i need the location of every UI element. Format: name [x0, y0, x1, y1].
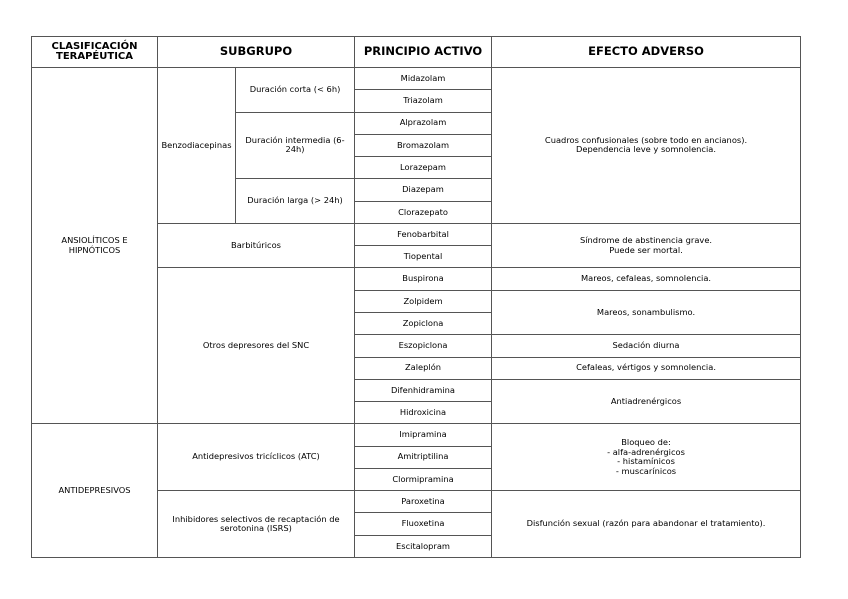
drug-hidroxicina: Hidroxicina — [355, 402, 492, 424]
header-active-ingredient: PRINCIPIO ACTIVO — [355, 37, 492, 68]
table-row — [32, 68, 801, 90]
drug-buspirona: Buspirona — [355, 268, 492, 290]
drug-diazepam: Diazepam — [355, 179, 492, 201]
drug-zopiclona: Zopiclona — [355, 312, 492, 334]
drug-bromazolam: Bromazolam — [355, 134, 492, 156]
class-anxiolytics: ANSIOLÍTICOS E HIPNÓTICOS — [32, 68, 158, 424]
header-adverse-effect: EFECTO ADVERSO — [492, 37, 801, 68]
duration-intermediate: Duración intermedia (6-24h) — [236, 112, 355, 179]
effect-barbiturates — [492, 223, 801, 268]
drug-alprazolam: Alprazolam — [355, 112, 492, 134]
drug-paroxetina: Paroxetina — [355, 491, 492, 513]
table-row — [32, 424, 801, 446]
duration-long: Duración larga (> 24h) — [236, 179, 355, 224]
subgroup-other-depressants: Otros depresores del SNC — [158, 268, 355, 424]
effect-buspirona: Mareos, cefaleas, somnolencia. — [492, 268, 801, 290]
effect-zaleplon: Cefaleas, vértigos y somnolencia. — [492, 357, 801, 379]
drug-difenhidramina: Difenhidramina — [355, 379, 492, 401]
drug-triazolam: Triazolam — [355, 90, 492, 112]
drug-clormipramina: Clormipramina — [355, 468, 492, 490]
effect-benzo-line2: Dependencia leve y somnolencia. — [576, 144, 717, 155]
drug-fenobarbital: Fenobarbital — [355, 223, 492, 245]
effect-tca-line2: - alfa-adrenérgicos — [607, 446, 685, 457]
drug-zaleplon: Zaleplón — [355, 357, 492, 379]
drug-eszopiclona: Eszopiclona — [355, 335, 492, 357]
drug-classification-table — [31, 36, 801, 558]
header-subgroup: SUBGRUPO — [158, 37, 355, 68]
drug-escitalopram: Escitalopram — [355, 535, 492, 557]
effect-tca-line3: - histamínicos — [617, 456, 675, 467]
effect-tca — [492, 424, 801, 491]
drug-fluoxetina: Fluoxetina — [355, 513, 492, 535]
subgroup-barbiturates: Barbitúricos — [158, 223, 355, 268]
effect-zolpidem-zopiclona: Mareos, sonambulismo. — [492, 290, 801, 335]
effect-benzodiazepines — [492, 68, 801, 224]
drug-lorazepam: Lorazepam — [355, 157, 492, 179]
duration-short: Duración corta (< 6h) — [236, 68, 355, 113]
effect-tca-line4: - muscarínicos — [615, 465, 677, 476]
drug-zolpidem: Zolpidem — [355, 290, 492, 312]
drug-midazolam: Midazolam — [355, 68, 492, 90]
effect-tca-line1: Bloqueo de: — [621, 437, 671, 448]
drug-tiopental: Tiopental — [355, 246, 492, 268]
class-antidepressants: ANTIDEPRESIVOS — [32, 424, 158, 558]
subgroup-tca: Antidepresivos tricíclicos (ATC) — [158, 424, 355, 491]
subgroup-benzodiazepines: Benzodiacepinas — [158, 68, 236, 224]
subgroup-ssri: Inhibidores selectivos de recaptación de serotonina (ISRS) — [158, 491, 355, 558]
effect-barb-line1: Síndrome de abstinencia grave. — [579, 235, 713, 246]
drug-imipramina: Imipramina — [355, 424, 492, 446]
drug-amitriptilina: Amitriptilina — [355, 446, 492, 468]
header-classification: CLASIFICACIÓN TERAPÉUTICA — [32, 37, 158, 68]
effect-benzo-line1: Cuadros confusionales (sobre todo en ancianos). — [544, 134, 748, 145]
header-row — [32, 37, 801, 68]
effect-barb-line2: Puede ser mortal. — [609, 244, 683, 255]
effect-eszopiclona: Sedación diurna — [492, 335, 801, 357]
drug-clorazepato: Clorazepato — [355, 201, 492, 223]
effect-ssri: Disfunción sexual (razón para abandonar el tratamiento). — [492, 491, 801, 558]
effect-antihistamines: Antiadrenérgicos — [492, 379, 801, 424]
